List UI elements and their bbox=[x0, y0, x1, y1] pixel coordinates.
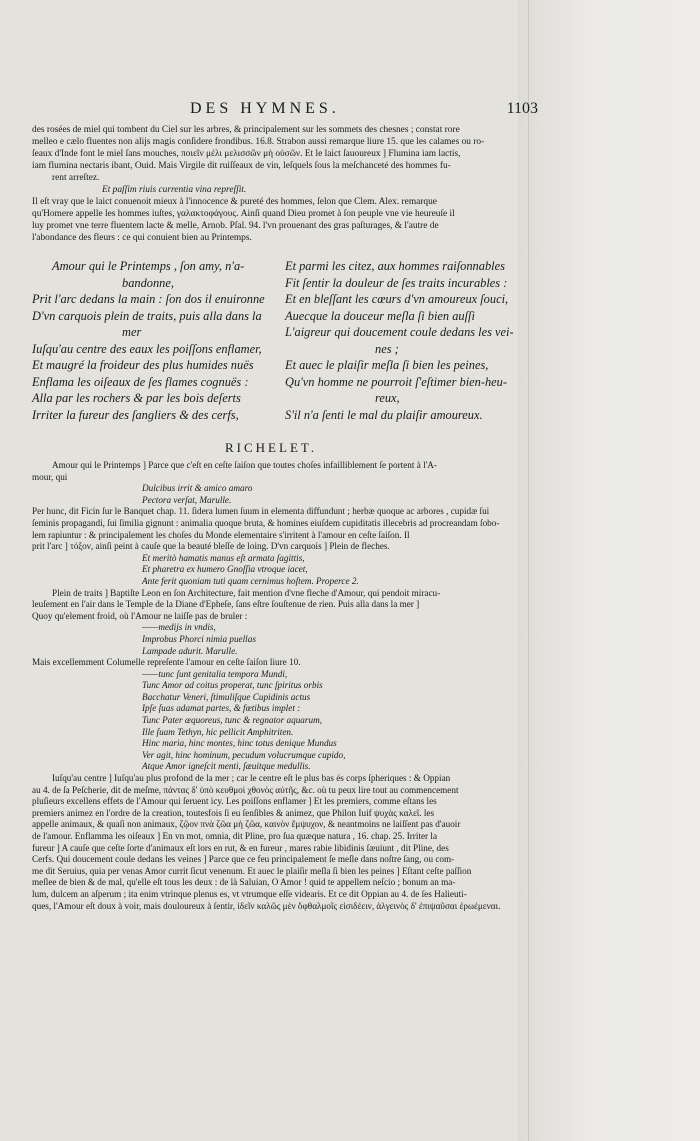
commentary-line: fureur ] A cauſe que ceſte ſorte d'animaux eſt lors en rut, & en fureur , mares rabie libidinis ſæuiunt , dit Pline, des bbox=[32, 842, 449, 853]
commentary-line: Quoy qu'element froid, où l'Amour ne laiſſe pas de bruler : bbox=[32, 610, 248, 621]
quote-line: Tunc Amor ad coitus properat, tunc ſpiritus orbis bbox=[142, 680, 323, 691]
verse-line: nes ; bbox=[375, 341, 399, 356]
intro-line: rent arreſtez. bbox=[52, 173, 100, 183]
commentary-line: leuſement en l'air dans le Temple de la Diane d'Epheſe, ſans eſtre ſouſtenue de rien. Puis alla dans la mer ] bbox=[32, 599, 420, 610]
poem-column-right bbox=[285, 258, 525, 423]
verse-line: Qu'vn homme ne pourroit ſ'eſtimer bien-heu- bbox=[285, 374, 507, 389]
intro-line: luy promet vne terre fluentem lacte & melle, Arnob. Pſal. 94. l'vn prouenant des gras paſturages, & l'autre de bbox=[32, 221, 439, 231]
commentary-line: ſeminis propagandi, ſui ſimilia gignunt : animalia quoque bruta, & homines eiuſdem cupiditatis illecebris ad procreandam ſobo- bbox=[32, 517, 500, 528]
intro-line: iam flumina nectaris ibant, Ouid. Mais Virgile dit ruiſſeaux de vin, leſquels ſous la meſchanceté des hommes fu- bbox=[32, 161, 451, 171]
verse-line: Et parmi les citez, aux hommes raiſonnables bbox=[285, 259, 505, 273]
intro-line: qu'Homere appelle les hommes iuſtes, γαλακτοφάγους. Ainſi quand Dieu promet à ſon peuple vne vie heureuſe il bbox=[32, 209, 455, 219]
verse-line: bandonne, bbox=[122, 275, 174, 290]
verse-line: reux, bbox=[375, 391, 400, 405]
commentary-line: pluſieurs excellens effets de l'Amour qui ſeruent icy. Les poiſſons enflamer ] Et les premiers, comme eſtans les bbox=[32, 796, 437, 807]
intro-line: melleo e cælo fluentes non alijs magis conſidere frondibus. 16.8. Strabon aussi remarque liure 15. que les calames ou ro- bbox=[32, 137, 485, 147]
verse-line: Alla par les rochers & par les bois deſerts bbox=[32, 391, 241, 405]
commentary-line: Cerfs. Qui doucement coule dedans les veines ] Parce que ce feu principalement ſe meſle dans noſtre ſang, ou com- bbox=[32, 854, 455, 865]
commentary-line: au 4. de ſa Peſcherie, dit de meſme, πάντας δ' ὑπὸ κευθμοὶ χθονὸς αὐτῆς, &c. où tu peux lire tout au commencement bbox=[32, 784, 459, 795]
commentary-line: premiers animez en l'ordre de la creation, toutesfois ſi eu ſenſibles & animez, que Philon Iuif ψυχὰς καλεῖ. les bbox=[32, 807, 435, 818]
commentary-line: lem rapiuntur : & principalement les choſes du Monde elementaire s'irritent à l'amour en ceſte ſaiſon. Il bbox=[32, 529, 410, 540]
running-title: DES HYMNES. bbox=[190, 100, 340, 117]
verse-line: Amour qui le Printemps , ſon amy, n'a- bbox=[52, 259, 245, 273]
verse-line: Auecque la douceur meſla ſi bien auſſi bbox=[285, 308, 475, 323]
quote-line: Ipſe ſuas adamat partes, & fœtibus implet : bbox=[142, 703, 301, 714]
quote-line: Bacchatur Veneri, ſtimuliſque Cupidinis actus bbox=[142, 691, 311, 702]
quote-line: Improbus Phorci nimia puellas bbox=[142, 633, 256, 644]
intro-paragraph bbox=[32, 124, 520, 244]
verse-line: Et auec le plaiſir meſla ſi bien les peines, bbox=[285, 358, 489, 372]
section-title: RICHELET. bbox=[225, 440, 318, 455]
commentary-line: Per hunc, dit Ficin ſur le Banquet chap. 11. ſidera lumen ſuum in elementa diffundunt ; herbæ quoque ac arbores , cupidæ ſui bbox=[32, 506, 490, 517]
quote-line: Ver agit, hinc hominum, pecudum volucrumque cupido, bbox=[142, 749, 346, 760]
verse-line: mer bbox=[122, 325, 142, 339]
commentary-line: Mais excellemment Columelle repreſente l'amour en ceſte ſaiſon liure 10. bbox=[32, 657, 301, 668]
quote-line: ——tunc ſunt genitalia tempora Mundi, bbox=[142, 668, 288, 679]
verse-line: Iuſqu'au centre des eaux les poiſſons enflamer, bbox=[32, 341, 262, 356]
verse-line: Et maugré la froideur des plus humides nuës bbox=[32, 358, 254, 372]
page-number: 1103 bbox=[506, 100, 538, 117]
quote-line: Atque Amor igneſcit menti, ſæuitque medullis. bbox=[142, 761, 311, 772]
verse-line: Prit l'arc dedans la main : ſon dos il enuironne bbox=[32, 292, 265, 306]
intro-line: ſeaux d'Inde font le miel ſans mouches, ποιεῖν μέλι μελισσῶν μὴ οὐσῶν. Et le laict ſauoureux ] Flumina iam lactis, bbox=[32, 149, 461, 159]
verse-line: L'aigreur qui doucement coule dedans les vei- bbox=[285, 325, 514, 339]
intro-line: des rosées de miel qui tombent du Ciel sur les arbres, & principalement sur les sommets des chesnes ; constat rore bbox=[32, 125, 460, 135]
commentary-line: ques, l'Amour eſt doux à voir, mais douloureux à ſentir, ἰδεῖν καλῶς μὲν ὄφθαλμοῖς εἰσιδέειν, ἀλγεινὸς δ' ἐπιψαῦσαι ἐρωέμεναι. bbox=[32, 900, 501, 911]
page-gutter bbox=[518, 0, 700, 1141]
commentary-line: me dit Seruius, quia per venas Amor currit ſicut venenum. Et auec le plaiſir meſla ſi bien les peines ] Eſtant ceſte paſſion bbox=[32, 865, 472, 876]
page-header bbox=[40, 100, 538, 122]
commentary-line: meſlee de bien & de mal, qu'elle eſt tous les deux : de là Saluian, O Amor ! quid te appellem neſcio ; bonum an ma- bbox=[32, 877, 456, 888]
quote-line: Et pharetra ex humero Gnoſſia vtroque iacet, bbox=[142, 564, 308, 575]
quote-line: Et meritò hamatis manus eſt armata ſagittis, bbox=[142, 552, 305, 563]
commentary-line: Amour qui le Printemps ] Parce que c'eſt en ceſte ſaiſon que toutes choſes infailliblement ſe portent à l'A- bbox=[52, 460, 437, 470]
quote-line: Lampade adurit. Marulle. bbox=[142, 645, 238, 656]
verse-line: D'vn carquois plein de traits, puis alla dans la bbox=[32, 308, 262, 323]
verse-line: Irriter la fureur des ſangliers & des cerfs, bbox=[32, 407, 239, 422]
quote-line: Pectora verſat, Marulle. bbox=[142, 494, 232, 505]
quote-line: Ante ferit quoniam tuti quam cernimus hoſtem. Properce 2. bbox=[142, 575, 359, 586]
poem-column-left bbox=[32, 258, 277, 423]
commentary bbox=[32, 460, 520, 912]
quote-line: Ille ſuam Tethyn, hic pellicit Amphitriten. bbox=[142, 726, 294, 737]
commentary-line: mour, qui bbox=[32, 471, 68, 482]
commentary-line: Plein de traits ] Baptiſte Leon en ſon Architecture, fait mention d'vne fleche d'Amour, qui pendoit miracu- bbox=[52, 587, 441, 598]
commentary-line: prit l'arc ] τόξον, ainſi peint à cauſe que la beauté bleſſe de loing. D'vn carquois ] Plein de fleches. bbox=[32, 541, 390, 552]
intro-line: l'abondance des fleurs : ce qui conuient bien au Printemps. bbox=[32, 233, 252, 243]
poem bbox=[32, 258, 522, 426]
page-fold bbox=[528, 0, 529, 1141]
verse-line: Enflama les oiſeaux de ſes flames cognuës : bbox=[32, 374, 249, 389]
commentary-line: appelle animaux, & quaſi non animaux, ζῷον πνὰ ζῶα μὴ ζῶα, καινὸν ἔμψυχον, & neantmoins ne laiſſent pas d'auoir bbox=[32, 819, 461, 830]
verse-line: S'il n'a ſenti le mal du plaiſir amoureux. bbox=[285, 407, 483, 422]
commentary-line: Iuſqu'au centre ] Iuſqu'au plus profond de la mer ; car le centre eſt le plus bas és corps ſpheriques : & Oppian bbox=[52, 773, 451, 784]
quote-line: Dulcibus irrit & amico amaro bbox=[142, 483, 253, 494]
intro-line: Il eſt vray que le laict conuenoit mieux à l'innocence & pureté des hommes, ſelon que Clem. Alex. remarque bbox=[32, 197, 437, 207]
commentary-line: lum, dulcem an aſperum ; ita enim vtrinque plenus es, vt vtrumque eſſe videaris. Et ce dit Oppian au 4. de ſes Halieuti- bbox=[32, 888, 467, 899]
latin-quote: Et paſſim riuis currentia vina repreſſit. bbox=[102, 185, 247, 195]
quote-line: Tunc Pater æquoreus, tunc & regnator aquarum, bbox=[142, 715, 323, 726]
verse-line: Fit ſentir la douleur de ſes traits incurables : bbox=[285, 275, 508, 290]
commentary-line: de l'amour. Enflamma les oiſeaux ] En vn mot, omnia, dit Pline, pro ſua quæque natura , 16. chap. 25. Irriter la bbox=[32, 831, 438, 841]
quote-line: ——medijs in vndis, bbox=[142, 622, 216, 633]
quote-line: Hinc maria, hinc montes, hinc totus denique Mundus bbox=[142, 738, 337, 749]
verse-line: Et en bleſſant les cœurs d'vn amoureux ſouci, bbox=[285, 292, 509, 306]
